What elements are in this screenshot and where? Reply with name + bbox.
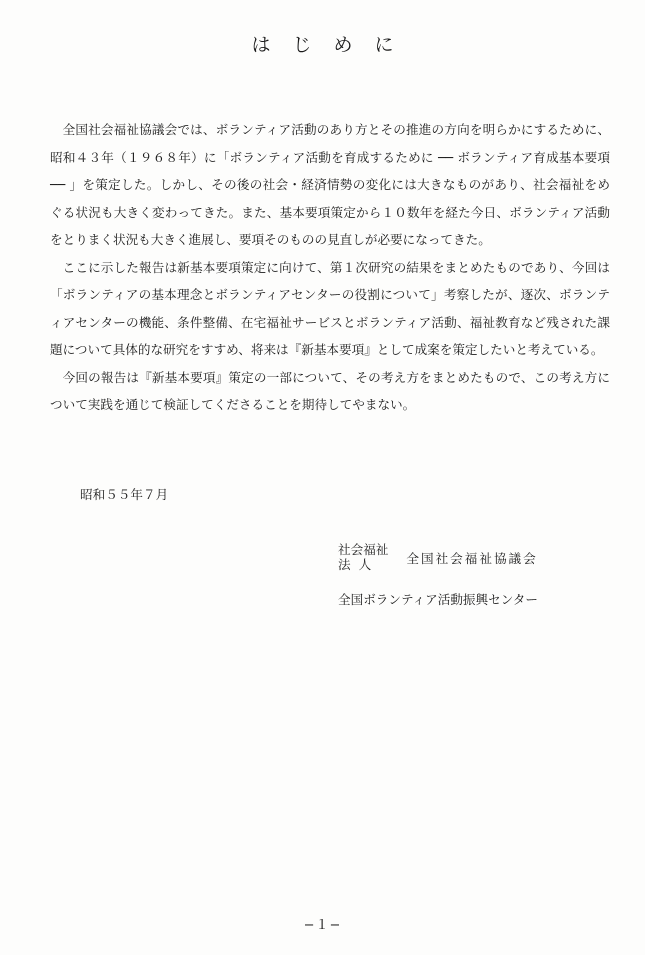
corporation-type bbox=[338, 542, 388, 572]
page-number: −１− bbox=[303, 918, 342, 933]
organization-block bbox=[338, 542, 538, 572]
document-date: 昭和５５年７月 bbox=[80, 487, 169, 502]
center-name: 全国ボランティア活動振興センター bbox=[338, 592, 538, 607]
corporation-type-line1: 社会福祉 bbox=[338, 542, 389, 557]
body-text bbox=[50, 116, 610, 419]
paragraph-1: 全国社会福祉協議会では、ボランティア活動のあり方とその推進の方向を明らかにするために、昭和４３年（１９６８年）に「ボランティア活動を育成するために ── ボランティア育成基本要項 ── 」を策定した。しかし、その後の社会・経済情勢の変化には大きなものがあり、社会福祉をめぐる状況も大きく変わってきた。また、基本要項策定から１０数年を経た今日、ボランティア活動をとりまく状況も大きく進展し、要項そのものの見直しが必要になってきた。 bbox=[50, 122, 610, 247]
organization-name: 全国社会福祉協議会 bbox=[406, 550, 538, 566]
paragraph-2: ここに示した報告は新基本要項策定に向けて、第１次研究の結果をまとめたものであり、今回は「ボランティアの基本理念とボランティアセンターの役割について」考察したが、逐次、ボランティアセンターの機能、条件整備、在宅福祉サービスとボランティア活動、福祉教育など残された課題について具体的な研究をすすめ、将来は『新基本要項』として成案を策定したいと考えている。 bbox=[50, 259, 610, 357]
corporation-type-line2: 法人 bbox=[338, 557, 380, 572]
paragraph-3: 今回の報告は『新基本要項』策定の一部について、その考え方をまとめたもので、この考え方について実践を通じて検証してくださることを期待してやまない。 bbox=[50, 369, 610, 412]
page-title: はじめに bbox=[251, 34, 416, 56]
